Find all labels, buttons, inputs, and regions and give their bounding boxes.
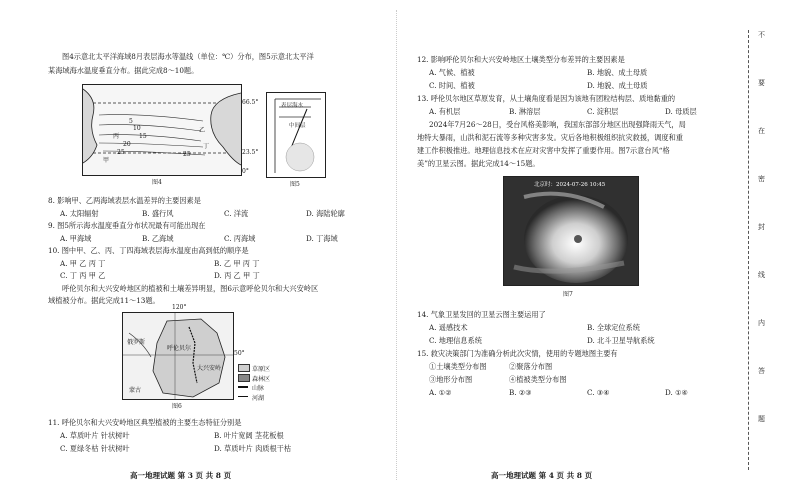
intro-text: 美”的卫星云图。据此完成14～15题。 (417, 159, 540, 168)
option-c: C. 地理信息系统 (429, 336, 482, 345)
seal-char: 不 (758, 31, 765, 39)
option-b: B. 盛行风 (142, 209, 174, 218)
binding-line (748, 30, 749, 470)
map-item: ①土壤类型分布图 (429, 362, 487, 371)
option-c: C. 丁 丙 甲 乙 (60, 271, 106, 280)
region-label-bing: 丙 (113, 133, 120, 140)
option-d: D. 地貌、成土母质 (587, 81, 648, 90)
legend-swatch (238, 364, 250, 372)
intro-text: 呼伦贝尔和大兴安岭地区的植被和土壤差异明显，图6示意呼伦贝尔和大兴安岭区 (62, 284, 319, 293)
typhoon-cloud-image (504, 177, 638, 285)
option-d: D. 丁海域 (306, 234, 338, 243)
seal-char: 内 (758, 319, 765, 327)
isotherm-label: 25 (117, 149, 125, 156)
option-a: A. 甲 乙 丙 丁 (60, 259, 106, 268)
map-item: ③地形分布图 (429, 375, 473, 384)
page-footer: 高一地理试题 第 3 页 共 8 页 (130, 471, 232, 480)
option-c: C. ③④ (587, 388, 610, 397)
option-c: C. 丙海域 (224, 234, 256, 243)
option-a: A. ①② (429, 388, 452, 397)
question-8-stem: 8. 影响甲、乙两海域表层水温差异的主要因素是 (48, 196, 201, 205)
isotherm-label: 15 (139, 133, 147, 140)
isotherm-label: 20 (123, 141, 131, 148)
figure-4-caption: 图4 (152, 179, 162, 186)
legend-label: 草原区 (252, 366, 271, 373)
figure-7-caption: 图7 (563, 291, 573, 298)
region-label-yi: 乙 (199, 127, 206, 134)
option-b: B. 淋溶层 (509, 107, 541, 116)
question-12-stem: 12. 影响呼伦贝尔和大兴安岭地区土壤类型分布差异的主要因素是 (417, 55, 625, 64)
map-item: ②聚落分布图 (509, 362, 553, 371)
option-a: A. 遥感技术 (429, 323, 468, 332)
seal-char: 密 (758, 175, 765, 183)
option-d: D. 丙 乙 甲 丁 (214, 271, 260, 280)
figure-7-satellite-image (503, 176, 639, 286)
question-13-stem: 13. 呼伦贝尔地区草原发育，从土壤角度看是因为该地有团粒结构层、质地黏重的 (417, 94, 676, 103)
option-c: C. 夏绿冬枯 针状树叶 (60, 444, 130, 453)
isotherm-label: 10 (133, 125, 141, 132)
option-d: D. ①④ (665, 388, 688, 397)
map-item: ④植被类型分布图 (509, 375, 567, 384)
page-footer: 高一地理试题 第 4 页 共 8 页 (491, 471, 593, 480)
option-b: B. 全球定位系统 (587, 323, 640, 332)
legend-swatch (238, 374, 250, 382)
option-b: B. ②③ (509, 388, 532, 397)
region-label-ding: 丁 (203, 143, 210, 150)
option-c: C. 淀积层 (587, 107, 619, 116)
intro-text: 域植被分布。据此完成11～13题。 (48, 296, 160, 305)
exam-page-4 (397, 0, 794, 495)
latitude-label: 0° (242, 168, 249, 175)
option-b: B. 乙 甲 丙 丁 (214, 259, 260, 268)
seal-char: 答 (758, 367, 765, 375)
place-label: 俄罗斯 (127, 339, 146, 346)
isotherm-label: 5 (129, 118, 133, 125)
figure-6-vegetation-map (122, 312, 234, 400)
option-b: B. 乙海域 (142, 234, 174, 243)
question-11-stem: 11. 呼伦贝尔和大兴安岭地区典型植被的主要生态特征分别是 (48, 418, 242, 427)
seal-char: 要 (758, 79, 765, 87)
figure-5-caption: 图5 (290, 181, 300, 188)
intro-text: 2024年7月26～28日，受台风格美影响，我国东部部分地区出现强降雨天气，局 (429, 120, 686, 129)
place-label: 大兴安岭 (197, 365, 222, 372)
option-a: A. 太阳辐射 (60, 209, 99, 218)
intro-text: 地特大暴雨，山洪和泥石流等多种灾害多发。灾后各地积极组织抗灾救援，调度和重 (417, 133, 683, 142)
seal-char: 在 (758, 127, 765, 135)
latitude-label: 23.5° (242, 149, 259, 156)
option-c: C. 时间、植被 (429, 81, 475, 90)
legend-label: 河湖 (252, 395, 265, 402)
seal-line-text (755, 30, 769, 470)
legend-swatch (238, 396, 248, 397)
intro-text: 建工作积极推进。地理信息技术在应对灾害中发挥了重要作用。图7示意台风“格 (417, 146, 670, 155)
place-label: 蒙古 (129, 387, 142, 394)
question-10-stem: 10. 图中甲、乙、丙、丁四海域表层海水温度由高到低的顺序是 (48, 246, 249, 255)
intro-text: 某海域海水温度垂直分布。据此完成8～10题。 (48, 66, 199, 75)
option-d: D. 海陆轮廓 (306, 209, 345, 218)
figure-5-temperature-profile (266, 92, 326, 178)
seal-char: 封 (758, 223, 765, 231)
seal-char: 题 (758, 415, 765, 423)
option-a: A. 甲海域 (60, 234, 92, 243)
question-14-stem: 14. 气象卫星发回的卫星云图主要运用了 (417, 310, 546, 319)
option-b: B. 叶片宽阔 茎花板根 (214, 431, 284, 440)
isotherm-label: 25 (183, 151, 191, 158)
layer-label: 表层海水 (281, 103, 304, 109)
option-a: A. 有机层 (429, 107, 461, 116)
latitude-label: 66.5° (242, 99, 259, 106)
option-c: C. 洋流 (224, 209, 249, 218)
figure-4-map (82, 84, 242, 176)
coord-label: 50° (234, 350, 245, 357)
legend-swatch (238, 386, 248, 388)
layer-label: 中间层 (289, 123, 306, 129)
seal-char: 线 (758, 271, 765, 279)
question-9-stem: 9. 图5所示海水温度垂直分布状况最有可能出现在 (48, 221, 206, 230)
option-a: A. 草质叶片 针状树叶 (60, 431, 130, 440)
legend-label: 山脉 (252, 385, 265, 392)
figure-6-legend (238, 364, 288, 404)
option-a: A. 气候、植被 (429, 68, 475, 77)
satellite-timestamp: 北京时：2024-07-26 10:45 (534, 182, 606, 188)
region-label-jia: 甲 (103, 157, 110, 164)
coord-label: 120° (172, 304, 187, 311)
intro-text: 图4示意北太平洋海域8月表层海水等温线（单位：℃）分布，图5示意北太平洋 (62, 52, 314, 61)
figure-6-caption: 图6 (172, 403, 182, 410)
option-d: D. 草质叶片 肉质根干枯 (214, 444, 292, 453)
question-15-stem: 15. 救灾决策部门为准确分析此次灾情，使用的专题地图主要有 (417, 349, 618, 358)
option-d: D. 母质层 (665, 107, 697, 116)
option-d: D. 北斗卫星导航系统 (587, 336, 655, 345)
option-b: B. 地貌、成土母质 (587, 68, 648, 77)
place-label: 呼伦贝尔 (167, 345, 192, 352)
legend-label: 森林区 (252, 376, 271, 383)
